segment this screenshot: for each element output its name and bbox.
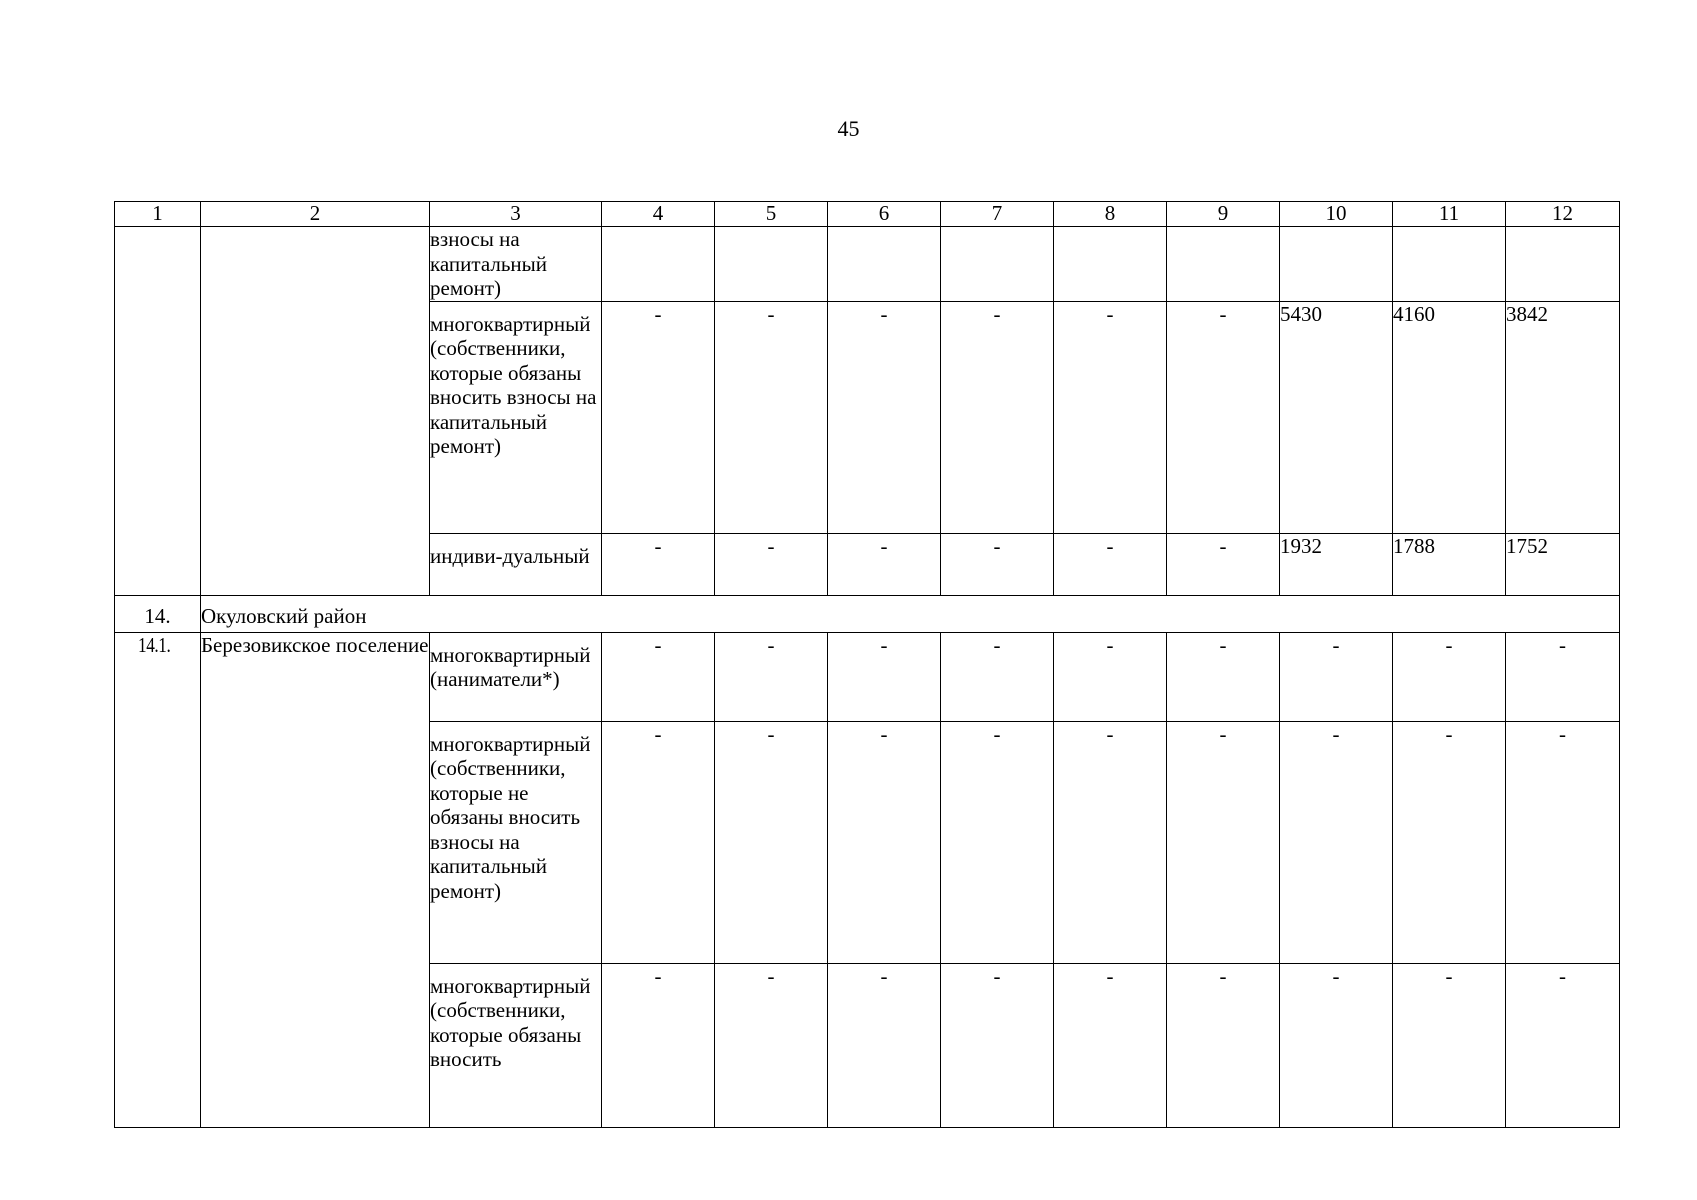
value-cell: - [828, 632, 941, 721]
value-cell [715, 227, 828, 302]
value-cell: - [1167, 632, 1280, 721]
district-row [115, 595, 1620, 632]
value-cell [1054, 227, 1167, 302]
value-cell: - [941, 632, 1054, 721]
value-cell: 1752 [1506, 533, 1620, 595]
value-cell: - [828, 301, 941, 533]
value-cell: - [1280, 721, 1393, 963]
value-cell: - [1054, 533, 1167, 595]
header-cell: 10 [1280, 202, 1393, 227]
value-cell: - [1054, 632, 1167, 721]
value-cell: - [602, 963, 715, 1127]
value-cell: - [602, 533, 715, 595]
header-cell: 5 [715, 202, 828, 227]
row-number-cell: 14. [115, 595, 201, 632]
value-cell: 3842 [1506, 301, 1620, 533]
value-cell: - [715, 533, 828, 595]
header-row [115, 202, 1620, 227]
value-cell [1393, 227, 1506, 302]
value-cell: 1932 [1280, 533, 1393, 595]
value-cell: - [715, 963, 828, 1127]
row-number-cell [115, 632, 201, 1127]
header-cell: 1 [115, 202, 201, 227]
value-cell: - [941, 301, 1054, 533]
housing-type-cell: индиви-дуальный [430, 533, 602, 595]
value-cell [1506, 227, 1620, 302]
table-row [115, 227, 1620, 302]
housing-type-text: многоквартирный (наниматели*) [430, 642, 591, 691]
value-cell [828, 227, 941, 302]
subject-cell [201, 227, 430, 596]
row-number: 14.1. [137, 632, 171, 657]
housing-type-cell: взносы на капитальный ремонт) [430, 227, 602, 302]
header-cell: 12 [1506, 202, 1620, 227]
value-cell: - [941, 721, 1054, 963]
value-cell: - [1054, 721, 1167, 963]
value-cell: - [602, 632, 715, 721]
value-cell: - [1393, 963, 1506, 1127]
value-cell: - [828, 721, 941, 963]
value-cell: - [1393, 721, 1506, 963]
header-cell: 2 [201, 202, 430, 227]
value-cell: - [1506, 963, 1620, 1127]
value-cell: - [941, 533, 1054, 595]
header-cell: 8 [1054, 202, 1167, 227]
header-cell: 9 [1167, 202, 1280, 227]
page-number: 45 [837, 116, 860, 141]
value-cell: - [1167, 533, 1280, 595]
value-cell: 5430 [1280, 301, 1393, 533]
header-cell: 7 [941, 202, 1054, 227]
housing-type-cell: многоквартирный (собственники, которые обязаны вносить взносы на капитальный ремонт) [430, 301, 602, 533]
value-cell: - [715, 301, 828, 533]
value-cell: 4160 [1393, 301, 1506, 533]
housing-type-cell [430, 632, 602, 721]
value-cell [1280, 227, 1393, 302]
header-cell: 3 [430, 202, 602, 227]
value-cell: - [715, 721, 828, 963]
district-name: Окуловский район [201, 595, 1620, 632]
data-table [114, 201, 1620, 1128]
value-cell: - [1280, 632, 1393, 721]
housing-type-cell: многоквартирный (собственники, которые не обязаны вносить взносы на капитальный ремонт) [430, 721, 602, 963]
table-row [115, 632, 1620, 721]
value-cell: - [1280, 963, 1393, 1127]
value-cell [602, 227, 715, 302]
value-cell: - [828, 533, 941, 595]
value-cell: - [715, 632, 828, 721]
header-cell: 6 [828, 202, 941, 227]
value-cell [1167, 227, 1280, 302]
value-cell: - [1167, 301, 1280, 533]
value-cell: - [1054, 301, 1167, 533]
value-cell: - [828, 963, 941, 1127]
value-cell: - [1506, 632, 1620, 721]
value-cell: - [1506, 721, 1620, 963]
value-cell: 1788 [1393, 533, 1506, 595]
value-cell: - [1167, 721, 1280, 963]
subject-cell: Березовикское поселение [201, 632, 430, 1127]
header-cell: 4 [602, 202, 715, 227]
value-cell: - [602, 721, 715, 963]
value-cell: - [941, 963, 1054, 1127]
housing-type-cell: многоквартирный (собственники, которые обязаны вносить [430, 963, 602, 1127]
row-number-cell [115, 227, 201, 596]
header-cell: 11 [1393, 202, 1506, 227]
value-cell: - [1054, 963, 1167, 1127]
value-cell: - [1393, 632, 1506, 721]
value-cell: - [602, 301, 715, 533]
value-cell [941, 227, 1054, 302]
value-cell: - [1167, 963, 1280, 1127]
